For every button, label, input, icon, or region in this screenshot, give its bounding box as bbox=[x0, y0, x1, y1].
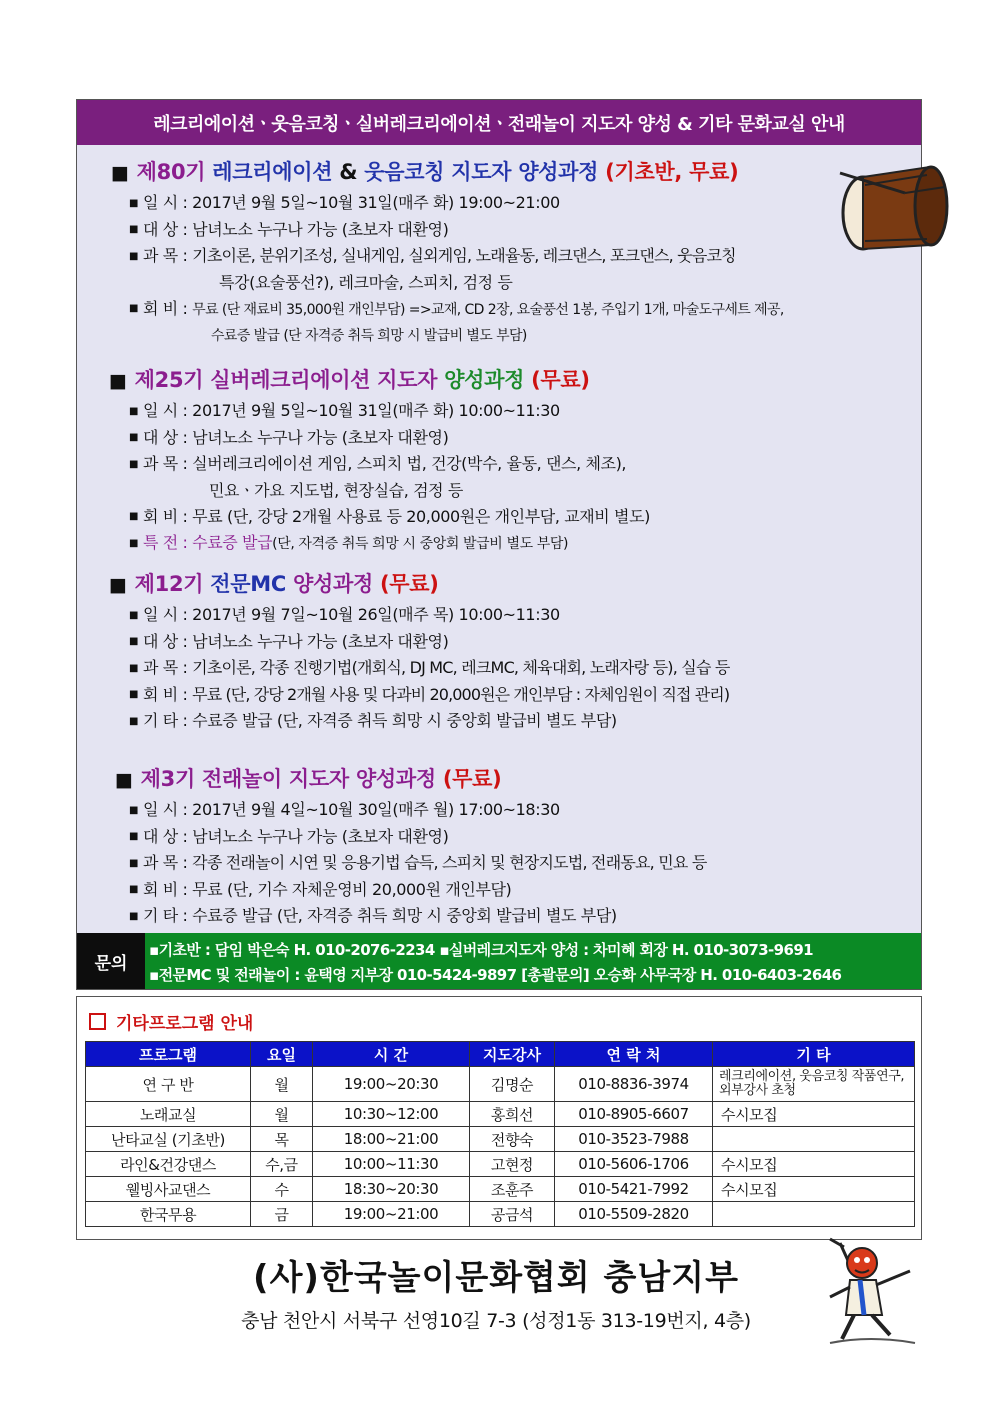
bullet-icon: ■ bbox=[129, 609, 139, 621]
program-table bbox=[85, 1041, 915, 1227]
course-row-subjects-cont: 민요ㆍ가요 지도법, 현장실습, 검정 등 bbox=[209, 480, 463, 500]
table-row: 라인&건강댄스 수,금 10:00~11:30 고현정 010-5606-1706 수시모집 bbox=[86, 1152, 915, 1177]
square-bullet-icon: ■ bbox=[115, 769, 133, 791]
course-row-subjects: ■ 과 목 : 각종 전래놀이 시연 및 응용기법 습득, 스피치 및 현장지도법, 전래동요, 민요 등 bbox=[129, 850, 921, 877]
table-header-row bbox=[86, 1042, 915, 1067]
course-row-subjects: ■ 과 목 : 기초이론, 각종 진행기법(개회식, DJ MC, 레크MC, 체육대회, 노래자랑 등), 실습 등 bbox=[129, 655, 921, 682]
course-row-etc: ■ 기 타 : 수료증 발급 (단, 자격증 취득 희망 시 중앙회 발급비 별도 부담) bbox=[129, 708, 921, 735]
mask-dancer-icon bbox=[820, 1235, 920, 1347]
bullet-icon: ■ bbox=[129, 303, 139, 314]
bullet-icon: ■ bbox=[129, 636, 139, 647]
course-row-schedule: ■ 일 시 : 2017년 9월 4일~10월 30일(매주 월) 17:00~18:30 bbox=[129, 797, 921, 824]
organization-address: 충남 천안시 서북구 선영10길 7-3 (성정1동 313-19번지, 4층) bbox=[241, 1310, 751, 1332]
col-header-etc: 기 타 bbox=[713, 1042, 915, 1067]
course-kind: 양성과정 bbox=[292, 572, 373, 596]
course-row-fee: ■ 회 비 : 무료 (단, 강당 2개월 사용료 등 20,000원은 개인부담, 교재비 별도) bbox=[129, 504, 921, 531]
course-name: 전래놀이 지도자 bbox=[201, 767, 349, 791]
col-header-day: 요일 bbox=[251, 1042, 313, 1067]
course-row-schedule: ■ 일 시 : 2017년 9월 7일~10월 26일(매주 목) 10:00~11:30 bbox=[129, 602, 921, 629]
course-generation: 제25기 bbox=[134, 368, 204, 392]
course-fee: (무료) bbox=[379, 572, 439, 596]
course-row-target: ■ 대 상 : 남녀노소 누구나 가능 (초보자 대환영) bbox=[129, 217, 921, 244]
course-kind: 양성과정 bbox=[444, 368, 525, 392]
contact-bar bbox=[77, 933, 921, 989]
notice-header: 레크리에이션ㆍ웃음코칭ㆍ실버레크리에이션ㆍ전래놀이 지도자 양성 & 기타 문화교실 안내 bbox=[77, 100, 921, 145]
course-row-fee: ■ 회 비 : 무료 (단 재료비 35,000원 개인부담) =>교재, CD 2장, 요술풍선 1봉, 주입기 1개, 마술도구세트 제공, bbox=[129, 296, 921, 323]
course-generation: 제80기 bbox=[136, 160, 206, 184]
course-fee: (기초반, 무료) bbox=[605, 160, 739, 184]
bullet-icon: ■ bbox=[129, 689, 139, 700]
contact-label: 문의 bbox=[77, 933, 145, 989]
contact-line-2: ▪전문MC 및 전래놀이 : 윤택영 지부장 010-5424-9897 [총괄문의] 오승화 사무국장 H. 010-6403-2646 bbox=[149, 966, 842, 984]
bullet-icon: ■ bbox=[129, 715, 139, 727]
square-bullet-icon: ■ bbox=[111, 162, 129, 184]
course-section-traditional bbox=[77, 763, 921, 930]
checkbox-square-icon bbox=[89, 1013, 106, 1030]
course-kind: 양성과정 bbox=[355, 767, 436, 791]
bullet-icon: ■ bbox=[129, 511, 139, 522]
janggu-drum-icon bbox=[835, 155, 955, 255]
table-row: 난타교실 (기초반) 목 18:00~21:00 전향숙 010-3523-7988 bbox=[86, 1127, 915, 1152]
course-row-target: ■ 대 상 : 남녀노소 누구나 가능 (초보자 대환영) bbox=[129, 629, 921, 656]
course-row-subjects-cont: 특강(요술풍선?), 레크마술, 스피치, 검정 등 bbox=[219, 272, 513, 292]
course-generation: 제3기 bbox=[140, 767, 195, 791]
course-row-schedule: ■ 일 시 : 2017년 9월 5일~10월 31일(매주 화) 19:00~21:00 bbox=[129, 190, 921, 217]
bullet-icon: ■ bbox=[129, 537, 139, 549]
other-programs-title: 기타프로그램 안내 bbox=[89, 1009, 253, 1034]
bullet-icon: ■ bbox=[129, 250, 139, 262]
bullet-icon: ■ bbox=[129, 432, 139, 443]
square-bullet-icon: ■ bbox=[109, 574, 127, 596]
course-section-silver bbox=[77, 364, 921, 557]
col-header-contact: 연 락 처 bbox=[555, 1042, 713, 1067]
contact-line-1: ▪기초반 : 담임 박은숙 H. 010-2076-2234 ▪실버레크지도자 양성 : 차미혜 회장 H. 010-3073-9691 bbox=[149, 941, 813, 959]
organization-name: (사)한국놀이문화협회 충남지부 bbox=[253, 1258, 739, 1298]
course-generation: 제12기 bbox=[134, 572, 204, 596]
bullet-icon: ■ bbox=[129, 224, 139, 235]
course-title bbox=[109, 364, 921, 394]
bullet-icon: ■ bbox=[129, 197, 139, 209]
course-name: 전문MC bbox=[210, 572, 286, 596]
course-name: 레크리에이션 bbox=[212, 160, 333, 184]
bullet-icon: ■ bbox=[129, 884, 139, 895]
course-section-mc bbox=[77, 568, 921, 735]
bullet-icon: ■ bbox=[129, 910, 139, 922]
other-programs-box bbox=[76, 996, 922, 1240]
bullet-icon: ■ bbox=[129, 857, 139, 869]
course-row-subjects: ■ 과 목 : 기초이론, 분위기조성, 실내게임, 실외게임, 노래율동, 레크댄스, 포크댄스, 웃음코칭 bbox=[129, 243, 921, 270]
course-row-target: ■ 대 상 : 남녀노소 누구나 가능 (초보자 대환영) bbox=[129, 425, 921, 452]
course-title bbox=[111, 156, 921, 186]
course-kind: 양성과정 bbox=[518, 160, 599, 184]
course-title bbox=[109, 568, 921, 598]
course-row-fee: ■ 회 비 : 무료 (단, 강당 2개월 사용 및 다과비 20,000원은 개인부담 : 자체임원이 직접 관리) bbox=[129, 682, 921, 709]
bullet-icon: ■ bbox=[129, 662, 139, 674]
course-row-target: ■ 대 상 : 남녀노소 누구나 가능 (초보자 대환영) bbox=[129, 824, 921, 851]
course-row-schedule: ■ 일 시 : 2017년 9월 5일~10월 31일(매주 화) 10:00~11:30 bbox=[129, 398, 921, 425]
col-header-instructor: 지도강사 bbox=[470, 1042, 555, 1067]
bullet-icon: ■ bbox=[129, 405, 139, 417]
course-name-2: 웃음코칭 지도자 bbox=[364, 160, 512, 184]
course-row-fee-cont: 수료증 발급 (단 자격증 취득 희망 시 발급비 별도 부담) bbox=[211, 327, 527, 344]
col-header-program: 프로그램 bbox=[86, 1042, 251, 1067]
course-row-subjects: ■ 과 목 : 실버레크리에이션 게임, 스피치 법, 건강(박수, 율동, 댄스, 체조), bbox=[129, 451, 921, 478]
bullet-icon: ■ bbox=[129, 831, 139, 842]
bullet-icon: ■ bbox=[129, 458, 139, 470]
table-row: 연 구 반 월 19:00~20:30 김명순 010-8836-3974 레크리에이션, 웃음코칭 작품연구, 외부강사 초청 bbox=[86, 1067, 915, 1102]
table-row: 한국무용 금 19:00~21:00 공금석 010-5509-2820 bbox=[86, 1202, 915, 1227]
course-row-benefit: ■ 특 전 : 수료증 발급(단, 자격증 취득 희망 시 중앙회 발급비 별도 부담) bbox=[129, 530, 921, 557]
table-row: 노래교실 월 10:30~12:00 홍희선 010-8905-6607 수시모집 bbox=[86, 1102, 915, 1127]
col-header-time: 시 간 bbox=[313, 1042, 470, 1067]
course-row-fee: ■ 회 비 : 무료 (단, 기수 자체운영비 20,000원 개인부담) bbox=[129, 877, 921, 904]
course-fee: (무료) bbox=[531, 368, 590, 392]
course-title bbox=[115, 763, 921, 793]
course-amp: & bbox=[339, 160, 358, 184]
course-row-etc: ■ 기 타 : 수료증 발급 (단, 자격증 취득 희망 시 중앙회 발급비 별도 부담) bbox=[129, 903, 921, 930]
course-fee: (무료) bbox=[442, 767, 502, 791]
course-notice-box bbox=[76, 99, 922, 990]
course-name: 실버레크리에이션 지도자 bbox=[210, 368, 438, 392]
table-row: 웰빙사교댄스 수 18:30~20:30 조훈주 010-5421-7992 수시모집 bbox=[86, 1177, 915, 1202]
bullet-icon: ■ bbox=[129, 804, 139, 816]
square-bullet-icon: ■ bbox=[109, 370, 127, 392]
course-section-recreation bbox=[77, 156, 921, 349]
